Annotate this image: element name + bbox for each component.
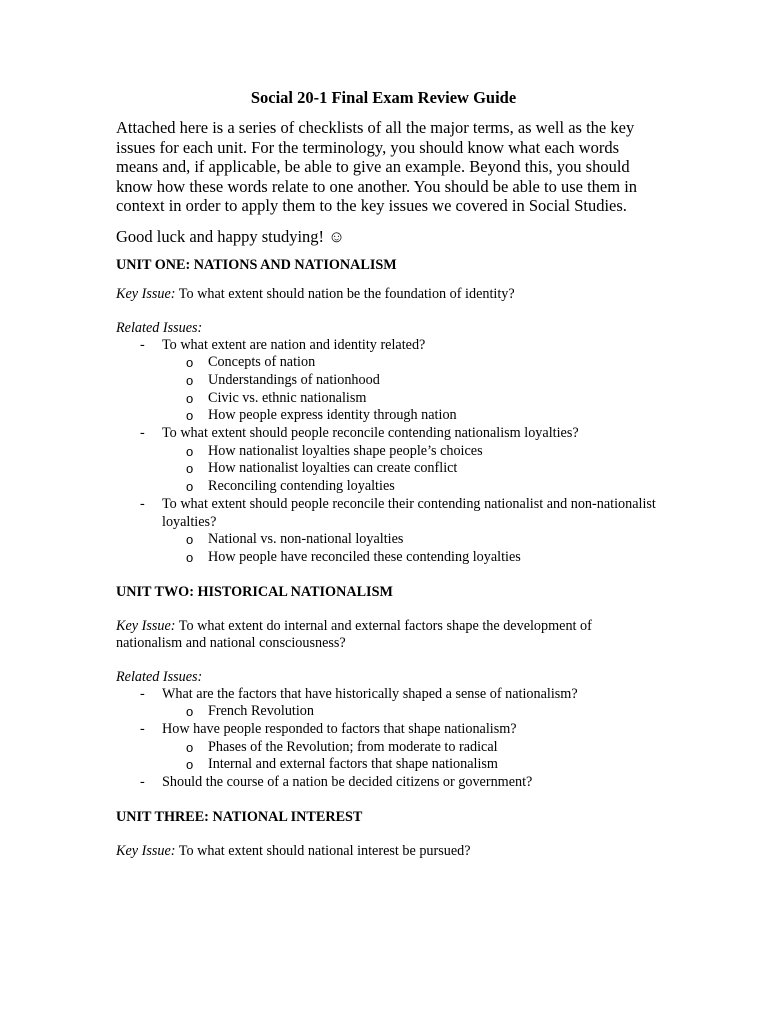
key-issue-label: Key Issue: xyxy=(116,617,176,634)
unit-three-section xyxy=(116,809,656,860)
dash-marker: - xyxy=(140,774,145,791)
related-issue-text: What are the factors that have historically shaped a sense of nationalism? xyxy=(162,685,578,702)
sub-item-text: National vs. non-national loyalties xyxy=(208,531,404,548)
unit-heading: UNIT ONE: NATIONS AND NATIONALISM xyxy=(116,256,397,273)
sub-item-text: Reconciling contending loyalties xyxy=(208,478,395,495)
intro-paragraph: Attached here is a series of checklists of all the major terms, as well as the key issues for each unit. For the terminology, you should know what each words means and, if applicable, be able to give an example. Beyond this, you should know how these words relate to one another. You should be able to use them in context in order to apply them to the key issues we covered in Social Studies. xyxy=(116,118,638,215)
related-issue-text: To what extent should people reconcile their contending nationalist and non-nationalist loyalties? xyxy=(162,495,656,530)
sub-item-text: How people have reconciled these contending loyalties xyxy=(208,548,521,565)
sub-list xyxy=(162,703,656,721)
list-item xyxy=(116,337,656,426)
dash-marker: - xyxy=(140,685,145,702)
unit-one-section xyxy=(116,257,656,567)
key-issue-text: To what extent do internal and external factors shape the development of nationalism and national consciousness? xyxy=(116,617,592,651)
related-issues-label: Related Issues: xyxy=(116,668,203,685)
dash-marker: - xyxy=(140,336,145,353)
bullet-marker: o xyxy=(186,408,194,424)
list-item xyxy=(162,372,656,390)
list-item xyxy=(162,531,656,549)
sub-item-text: Internal and external factors that shape nationalism xyxy=(208,756,498,773)
related-issue-text: To what extent should people reconcile contending nationalism loyalties? xyxy=(162,425,579,442)
document-page xyxy=(116,88,656,860)
sub-item-text: Understandings of nationhood xyxy=(208,371,380,388)
sub-item-text: How nationalist loyalties can create conflict xyxy=(208,460,458,477)
list-item xyxy=(162,756,656,774)
sub-item-text: Concepts of nation xyxy=(208,354,316,371)
bullet-marker: o xyxy=(186,549,194,565)
list-item xyxy=(116,721,656,774)
sub-list xyxy=(162,531,656,566)
related-issues-list xyxy=(116,686,656,792)
list-item xyxy=(162,460,656,478)
related-issue-text: To what extent are nation and identity related? xyxy=(162,336,426,353)
key-issue xyxy=(116,618,656,652)
list-item xyxy=(116,686,656,721)
bullet-marker: o xyxy=(186,372,194,388)
bullet-marker: o xyxy=(186,704,194,720)
related-issue-text: How have people responded to factors that shape nationalism? xyxy=(162,721,517,738)
related-issues-list xyxy=(116,337,656,567)
list-item xyxy=(116,425,656,496)
key-issue xyxy=(116,843,656,860)
key-issue xyxy=(116,286,656,303)
bullet-marker: o xyxy=(186,479,194,495)
key-issue-label: Key Issue: xyxy=(116,285,176,302)
list-item xyxy=(162,443,656,461)
bullet-marker: o xyxy=(186,355,194,371)
bullet-marker: o xyxy=(186,443,194,459)
list-item xyxy=(162,390,656,408)
bullet-marker: o xyxy=(186,461,194,477)
unit-heading: UNIT TWO: HISTORICAL NATIONALISM xyxy=(116,583,393,600)
unit-heading: UNIT THREE: NATIONAL INTEREST xyxy=(116,808,363,825)
dash-marker: - xyxy=(140,495,145,512)
list-item xyxy=(116,774,656,792)
list-item xyxy=(162,739,656,757)
list-item xyxy=(162,703,656,721)
bullet-marker: o xyxy=(186,532,194,548)
list-item xyxy=(162,407,656,425)
sub-list xyxy=(162,443,656,496)
list-item xyxy=(162,549,656,567)
good-luck-line: Good luck and happy studying! ☺ xyxy=(116,226,346,246)
sub-item-text: How nationalist loyalties shape people’s choices xyxy=(208,442,483,459)
bullet-marker: o xyxy=(186,757,194,773)
page-title: Social 20-1 Final Exam Review Guide xyxy=(250,88,517,107)
sub-item-text: Phases of the Revolution; from moderate to radical xyxy=(208,738,498,755)
sub-item-text: How people express identity through nation xyxy=(208,407,457,424)
sub-item-text: French Revolution xyxy=(208,703,314,720)
bullet-marker: o xyxy=(186,739,194,755)
unit-two-section xyxy=(116,584,656,792)
related-issue-text: Should the course of a nation be decided citizens or government? xyxy=(162,774,533,791)
sub-item-text: Civic vs. ethnic nationalism xyxy=(208,389,367,406)
list-item xyxy=(116,496,656,567)
key-issue-text: To what extent should nation be the foundation of identity? xyxy=(178,285,515,302)
list-item xyxy=(162,478,656,496)
dash-marker: - xyxy=(140,425,145,442)
dash-marker: - xyxy=(140,721,145,738)
key-issue-text: To what extent should national interest be pursued? xyxy=(178,842,471,859)
key-issue-label: Key Issue: xyxy=(116,842,176,859)
bullet-marker: o xyxy=(186,390,194,406)
sub-list xyxy=(162,354,656,425)
list-item xyxy=(162,354,656,372)
sub-list xyxy=(162,739,656,774)
related-issues-label: Related Issues: xyxy=(116,319,203,336)
